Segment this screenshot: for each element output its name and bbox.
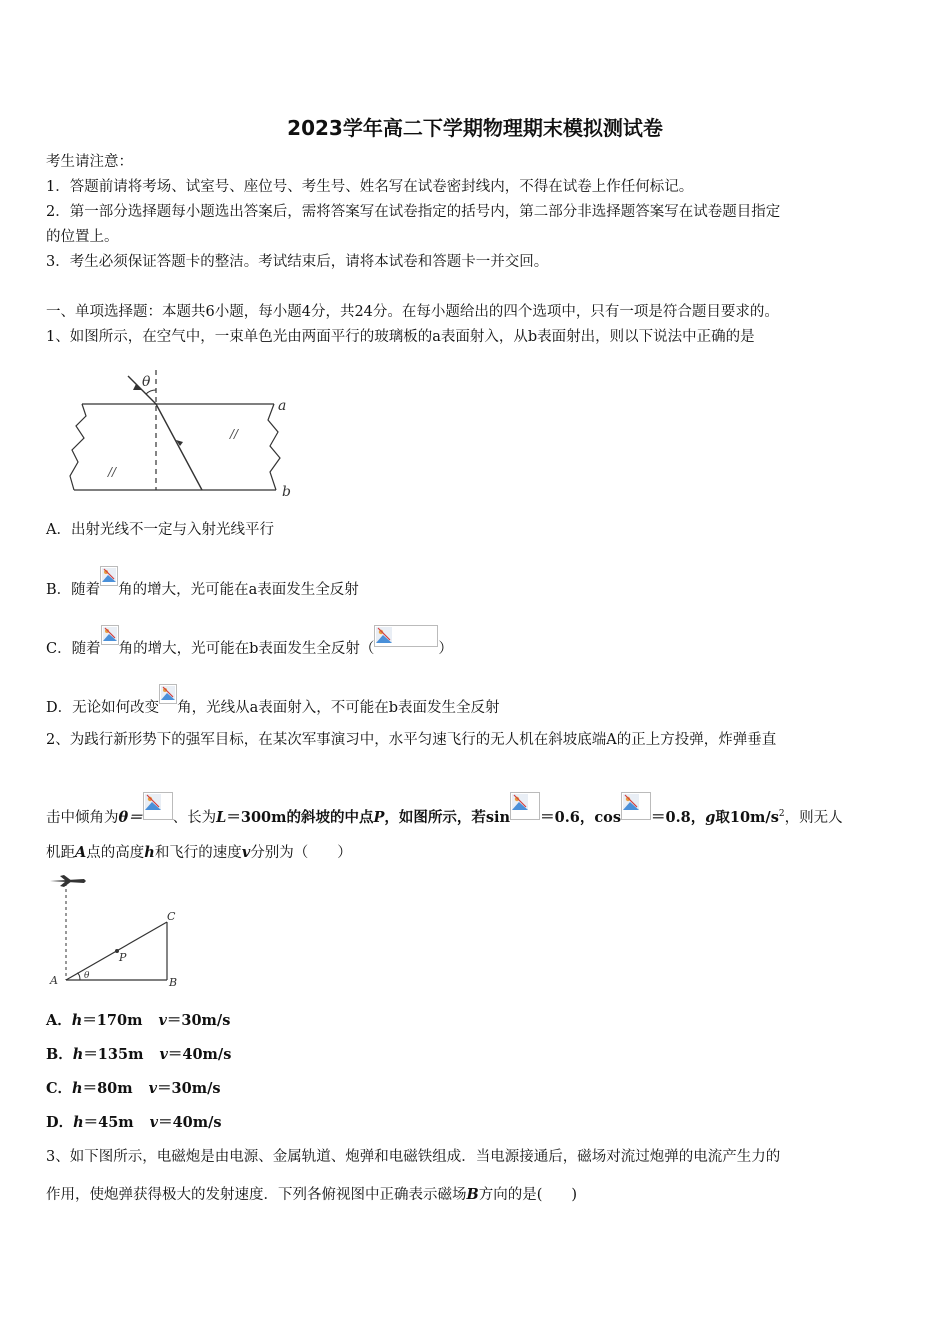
option-v-value: ＝30m/s xyxy=(157,1080,221,1097)
option-v: v xyxy=(158,1012,167,1029)
q3-text: 作用，使炮弹获得极大的发射速度．下列各俯视图中正确表示磁场 xyxy=(46,1187,467,1203)
q3-text: 方向的是( ) xyxy=(478,1187,578,1203)
q2-P: P xyxy=(373,809,385,826)
q2-v: v xyxy=(241,844,251,861)
left-jagged-edge xyxy=(70,404,86,490)
label-P: P xyxy=(119,951,127,964)
right-jagged-edge xyxy=(268,404,280,490)
q1-option-c-close: ） xyxy=(438,641,453,657)
q1-option-d-prefix: D．无论如何改变 xyxy=(46,700,160,716)
option-h-value: ＝135m xyxy=(83,1046,144,1063)
q2-slope-figure xyxy=(46,872,196,990)
option-v-value: ＝40m/s xyxy=(158,1114,222,1131)
q1-option-c-prefix: C．随着 xyxy=(46,641,101,657)
page-title: 2023学年高二下学期物理期末模拟测试卷 xyxy=(287,116,663,140)
broken-image-icon xyxy=(374,625,438,647)
q2-text: 机距 xyxy=(46,845,75,861)
q2-cos: ＝0.6，cos xyxy=(540,809,621,826)
q2-theta: θ＝ xyxy=(118,809,143,826)
label-a: a xyxy=(278,398,287,414)
q2-text: ＝300m的斜坡的中点 xyxy=(226,809,374,826)
q2-text: 、长为 xyxy=(172,810,217,826)
notice-item-2: 2．第一部分选择题每小题选出答案后，需将答案写在试卷指定的括号内，第二部分非选择题答案写在试卷题目指定 xyxy=(46,204,781,220)
option-h: h xyxy=(71,1012,83,1029)
q2-h: h xyxy=(144,844,155,861)
q2-A: A xyxy=(75,844,87,861)
q1-option-c xyxy=(46,625,453,659)
q2-text: ＝0.8， xyxy=(651,809,706,826)
q2-g: g xyxy=(705,809,716,826)
broken-image-icon xyxy=(621,792,651,820)
q1-option-c-suffix: 角的增大，光可能在b表面发生全反射（ xyxy=(118,641,375,657)
option-v-value: ＝40m/s xyxy=(167,1046,232,1063)
q2-option-b xyxy=(46,1045,231,1065)
option-label: B． xyxy=(46,1046,73,1063)
option-h-value: ＝80m xyxy=(82,1080,133,1097)
refracted-ray xyxy=(156,404,202,490)
q1-stem: 1、如图所示，在空气中，一束单色光由两面平行的玻璃板的a表面射入，从b表面射出，则以下说法中正确的是 xyxy=(46,329,755,345)
q2-option-a xyxy=(46,1011,230,1031)
option-v: v xyxy=(159,1046,168,1063)
q1-option-d-suffix: 角，光线从a表面射入，不可能在b表面发生全反射 xyxy=(177,700,500,716)
q3-B: B xyxy=(466,1186,479,1203)
q2-text: 分别为（ ） xyxy=(250,845,352,861)
option-h: h xyxy=(72,1046,84,1063)
q1-option-b xyxy=(46,566,359,600)
q2-option-c xyxy=(46,1079,221,1099)
q2-text: 取10m/s xyxy=(715,809,779,826)
option-h-value: ＝170m xyxy=(82,1012,143,1029)
option-h: h xyxy=(72,1080,83,1097)
option-label: D． xyxy=(46,1114,74,1131)
q2-text: 和飞行的速度 xyxy=(154,845,242,861)
option-h-value: ＝45m xyxy=(83,1114,134,1131)
q1-option-b-suffix: 角的增大，光可能在a表面发生全反射 xyxy=(118,582,359,598)
q2-superscript: 2 xyxy=(778,809,785,820)
q2-option-d xyxy=(46,1113,222,1133)
drone-icon xyxy=(50,875,86,887)
label-A: A xyxy=(50,974,58,987)
q2-stem-line-3 xyxy=(46,843,352,863)
option-h: h xyxy=(73,1114,84,1131)
q2-sin: ，如图所示，若sin xyxy=(384,809,511,826)
q2-L: L xyxy=(216,809,227,826)
q3-stem-line-1: 3、如下图所示，电磁炮是由电源、金属轨道、炮弹和电磁铁组成．当电源接通后，磁场对流过炮弹的电流产生力的 xyxy=(46,1149,781,1165)
broken-image-icon xyxy=(510,792,540,820)
option-label: A． xyxy=(46,1012,72,1029)
broken-image-icon xyxy=(143,792,173,820)
broken-image-icon xyxy=(100,566,118,586)
q2-stem-line-2 xyxy=(46,792,843,828)
glass-hatch-2: // xyxy=(108,465,117,479)
label-B: B xyxy=(169,976,178,989)
notice-item-2-cont: 的位置上。 xyxy=(46,229,119,245)
q1-option-b-prefix: B．随着 xyxy=(46,582,101,598)
section-heading: 一、单项选择题：本题共6小题，每小题4分，共24分。在每小题给出的四个选项中，只有一项是符合题目要求的。 xyxy=(46,304,779,320)
glass-hatch-1: // xyxy=(230,427,239,441)
label-b: b xyxy=(282,484,291,500)
q2-text: 击中倾角为 xyxy=(46,810,119,826)
q2-text: ，则无人 xyxy=(784,810,843,826)
q3-stem-line-2 xyxy=(46,1185,577,1205)
q2-text: 点的高度 xyxy=(86,845,145,861)
option-label: C． xyxy=(46,1080,73,1097)
q1-glass-plate-figure xyxy=(62,366,302,502)
option-v: v xyxy=(149,1114,159,1131)
q2-stem-line-1: 2、为践行新形势下的强军目标，在某次军事演习中，水平匀速飞行的无人机在斜坡底端A的正上方投弹，炸弹垂直 xyxy=(46,732,777,748)
notice-item-3: 3．考生必须保证答题卡的整洁。考试结束后，请将本试卷和答题卡一并交回。 xyxy=(46,254,549,270)
option-v: v xyxy=(148,1080,158,1097)
q1-option-d xyxy=(46,684,500,718)
q1-option-a: A．出射光线不一定与入射光线平行 xyxy=(46,522,274,538)
option-v-value: ＝30m/s xyxy=(166,1012,231,1029)
label-C: C xyxy=(167,910,176,923)
notice-item-1: 1．答题前请将考场、试室号、座位号、考生号、姓名写在试卷密封线内，不得在试卷上作任何标记。 xyxy=(46,179,694,195)
broken-image-icon xyxy=(159,684,177,704)
label-theta: θ xyxy=(84,971,90,981)
theta-arc xyxy=(146,390,156,394)
broken-image-icon xyxy=(101,625,119,645)
theta-label: θ xyxy=(142,374,151,390)
notice-heading: 考生请注意： xyxy=(46,154,133,170)
